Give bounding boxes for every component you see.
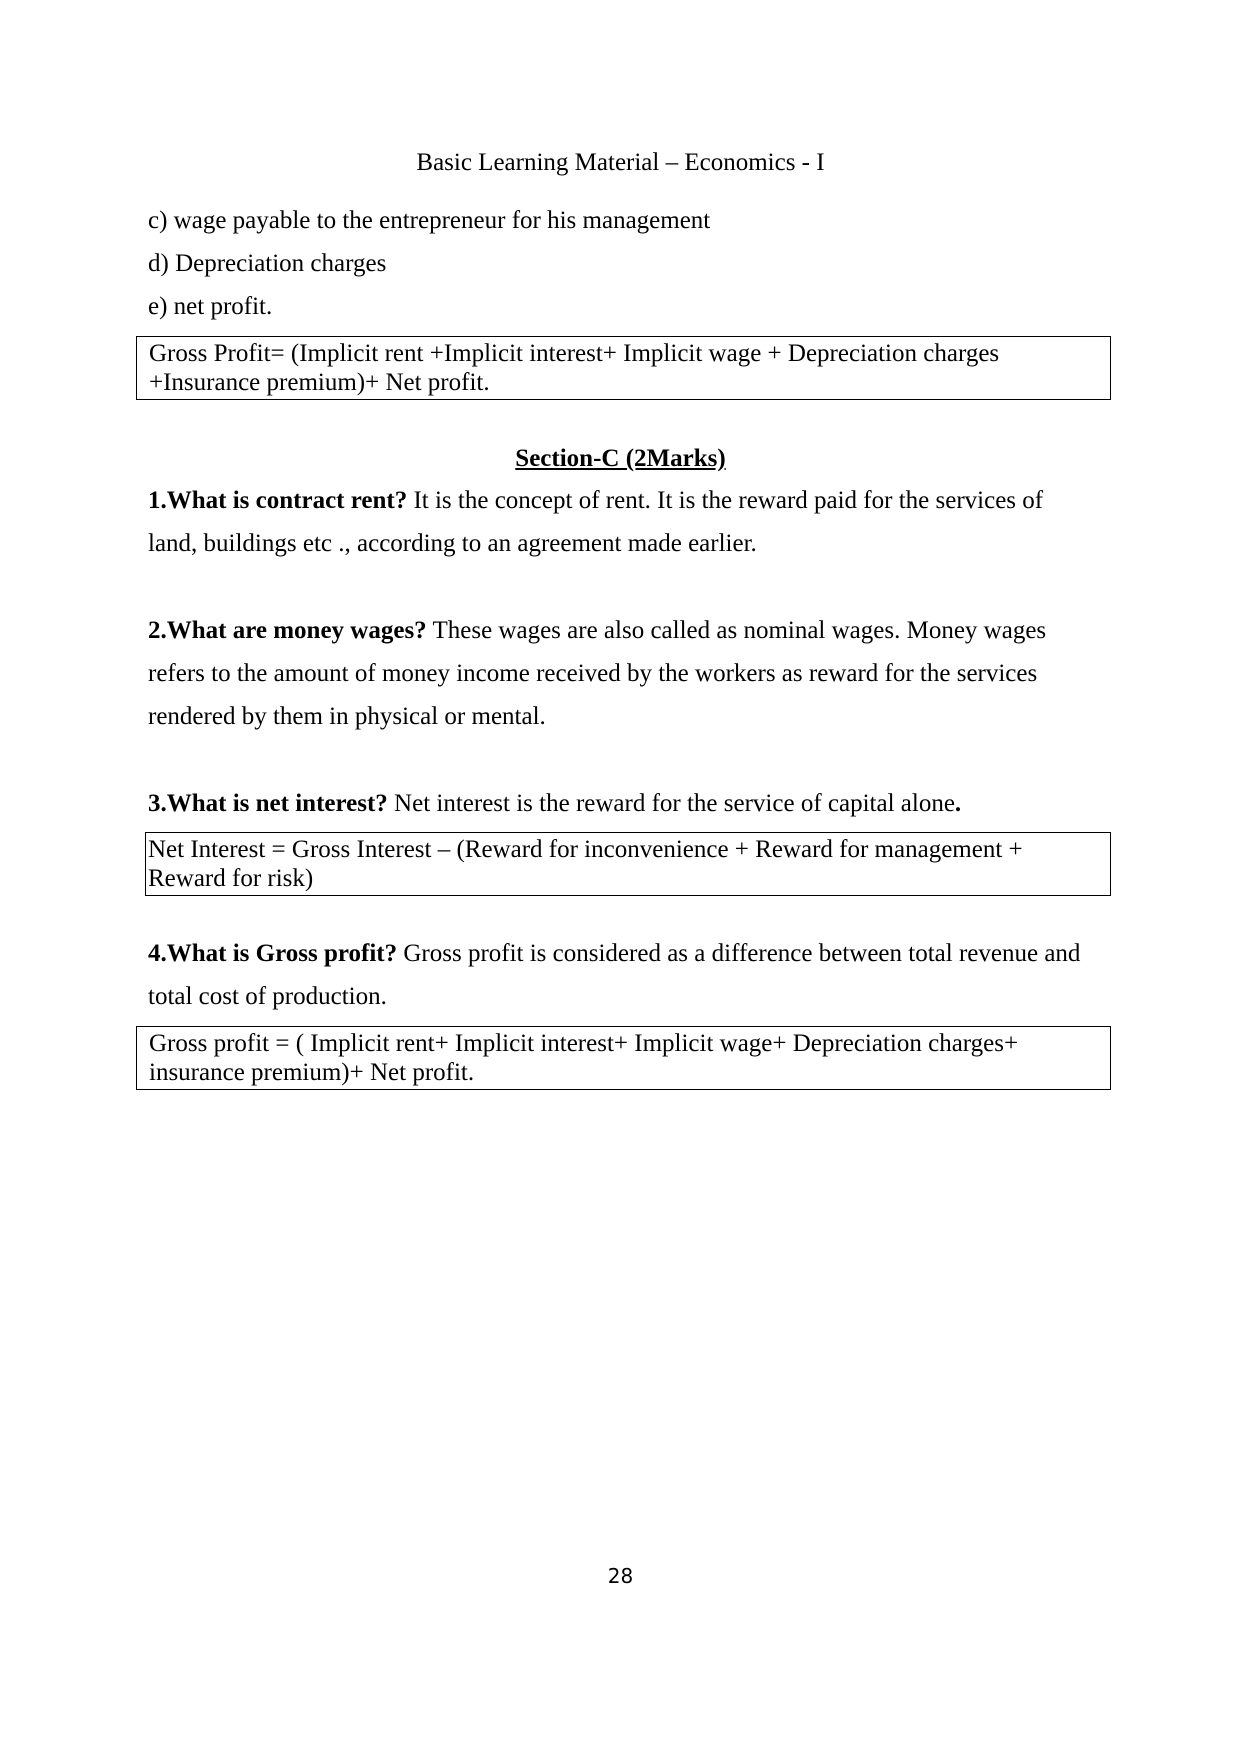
page-header: Basic Learning Material – Economics - I <box>416 149 825 176</box>
net-interest-formula-box <box>145 832 1111 896</box>
list-item-c: c) wage payable to the entrepreneur for his management <box>148 207 711 234</box>
q3-answer: Net interest is the reward for the service of capital alone <box>387 790 955 817</box>
list-item-e: e) net profit. <box>148 293 273 320</box>
q1-answer: It is the concept of rent. It is the reward paid for the services of <box>407 487 1044 514</box>
q3-answer-end: . <box>954 790 962 817</box>
formula-line: Reward for risk) <box>148 865 314 892</box>
q4-answer: Gross profit is considered as a difference between total revenue and <box>397 940 1081 967</box>
q2-question: 2.What are money wages? <box>148 617 427 644</box>
formula-line: Net Interest = Gross Interest – (Reward for inconvenience + Reward for management + <box>148 836 1023 863</box>
formula-line: Gross profit = ( Implicit rent+ Implicit interest+ Implicit wage+ Depreciation charges+ <box>149 1030 1019 1057</box>
q2-line-1 <box>148 614 1046 648</box>
q4-line-2: total cost of production. <box>148 983 387 1010</box>
q4-line-1 <box>148 937 1080 971</box>
q4-question: 4.What is Gross profit? <box>148 940 398 967</box>
q1-question: 1.What is contract rent? <box>148 487 408 514</box>
q1-line-1 <box>148 484 1043 518</box>
formula-line: +Insurance premium)+ Net profit. <box>149 369 490 396</box>
formula-line: insurance premium)+ Net profit. <box>149 1059 475 1086</box>
q3-line-1 <box>148 787 961 821</box>
q2-line-3: rendered by them in physical or mental. <box>148 703 546 730</box>
page-number: 28 <box>607 1564 634 1588</box>
q2-line-2: refers to the amount of money income received by the workers as reward for the services <box>148 660 1038 687</box>
gross-profit-formula-box <box>136 336 1111 400</box>
q1-line-2: land, buildings etc ., according to an agreement made earlier. <box>148 530 757 557</box>
q3-question: 3.What is net interest? <box>148 790 388 817</box>
gross-profit-formula-box-2 <box>136 1026 1111 1090</box>
section-title: Section-C (2Marks) <box>515 445 726 472</box>
formula-line: Gross Profit= (Implicit rent +Implicit interest+ Implicit wage + Depreciation charges <box>149 340 1000 367</box>
q2-answer: These wages are also called as nominal wages. Money wages <box>426 617 1047 644</box>
list-item-d: d) Depreciation charges <box>148 250 387 277</box>
